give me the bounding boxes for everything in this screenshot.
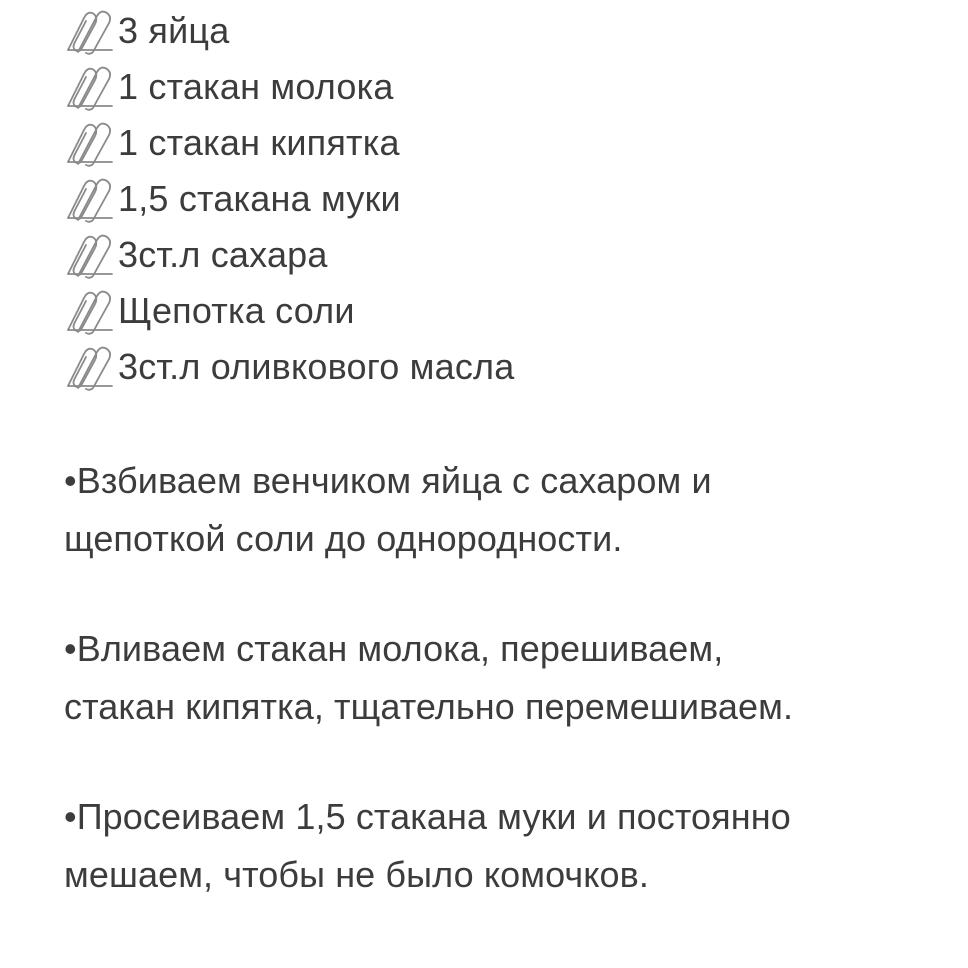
step-line: •Вливаем стакан молока, перешиваем, xyxy=(64,628,724,669)
ingredient-list xyxy=(64,3,514,395)
paperclip-icon xyxy=(64,6,116,56)
step-line: стакан кипятка, тщательно перемешиваем. xyxy=(64,686,794,727)
paperclip-icon xyxy=(64,118,116,168)
ingredient-item xyxy=(64,115,514,171)
step-line: •Просеиваем 1,5 стакана муки и постоянно xyxy=(64,796,791,837)
step-line: щепоткой соли до однородности. xyxy=(64,518,623,559)
ingredient-text: 1,5 стакана муки xyxy=(118,178,401,219)
paperclip-icon xyxy=(64,62,116,112)
paperclip-icon xyxy=(64,286,116,336)
instruction-step xyxy=(64,452,944,568)
ingredient-text: 1 стакан молока xyxy=(118,66,394,107)
ingredient-text: 1 стакан кипятка xyxy=(118,122,400,163)
instruction-steps xyxy=(64,452,944,956)
step-line: •Взбиваем венчиком яйца с сахаром и xyxy=(64,460,712,501)
ingredient-item xyxy=(64,171,514,227)
ingredient-item xyxy=(64,227,514,283)
paperclip-icon xyxy=(64,342,116,392)
instruction-step xyxy=(64,788,944,904)
ingredient-item xyxy=(64,59,514,115)
ingredient-item xyxy=(64,339,514,395)
ingredient-text: 3ст.л сахара xyxy=(118,234,328,275)
instruction-step xyxy=(64,620,944,736)
step-line: мешаем, чтобы не было комочков. xyxy=(64,854,649,895)
paperclip-icon xyxy=(64,230,116,280)
ingredient-item xyxy=(64,3,514,59)
ingredient-text: 3ст.л оливкового масла xyxy=(118,346,515,387)
ingredient-item xyxy=(64,283,514,339)
ingredient-text: 3 яйца xyxy=(118,10,230,51)
ingredient-text: Щепотка соли xyxy=(118,290,355,331)
paperclip-icon xyxy=(64,174,116,224)
